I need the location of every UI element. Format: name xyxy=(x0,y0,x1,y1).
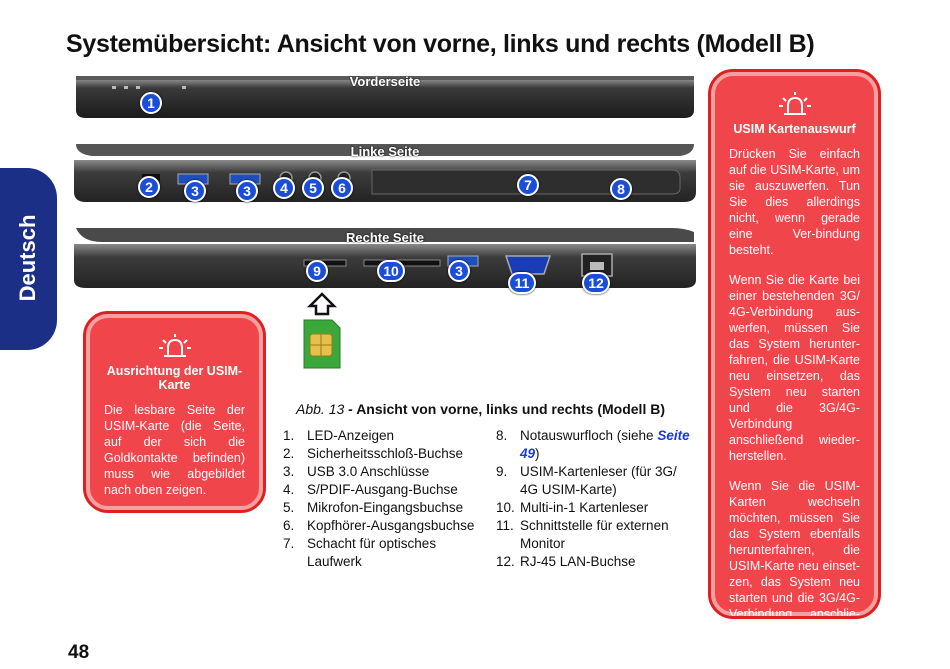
figure-number: Abb. 13 xyxy=(296,401,345,417)
list-item: 11. Schnittstelle für externen Monitor xyxy=(496,518,669,551)
usim-eject-paragraph-2: Wenn Sie die Karte bei einer bestehenden 3G/ 4G-Verbindung aus-werfen, müssen Sie das System herunter-fahren, die USIM-Karte neu einsetzen, das System neu starten und die 3G/4G-Verbindung anschließend wieder-herstellen. xyxy=(729,273,860,463)
left-side-label: Linke Seite xyxy=(350,144,420,159)
list-item: 9. USIM-Kartenleser (für 3G/ 4G USIM-Karte) xyxy=(496,464,677,497)
language-tab-label: Deutsch xyxy=(15,214,40,302)
right-side-photo xyxy=(72,224,698,292)
list-item: 1. LED-Anzeigen xyxy=(283,428,395,443)
front-view-photo xyxy=(72,72,698,122)
callout-10: 10 xyxy=(377,260,405,282)
list-item: 3. USB 3.0 Anschlüsse xyxy=(283,464,430,479)
page-title: Systemübersicht: Ansicht von vorne, links und rechts (Modell B) xyxy=(66,30,815,58)
list-item: 2. Sicherheitsschloß-Buchse xyxy=(283,446,464,461)
sim-card-illustration xyxy=(300,292,344,372)
usim-eject-paragraph-1: Drücken Sie einfach auf die USIM-Karte, um sie auszuwerfen. Tun Sie dies allerdings nicht, wenn gerade eine Ver-bindung besteht. xyxy=(729,147,860,257)
usim-orientation-text: Die lesbare Seite der USIM-Karte (die Seite, auf der sich die Goldkontakte befinden) muss wie abgebildet nach oben zeigen. xyxy=(104,403,245,497)
usim-orientation-heading: Ausrichtung der USIM-Karte xyxy=(106,364,243,392)
list-item: 5. Mikrofon-Eingangsbuchse xyxy=(283,500,464,515)
list-item: 4. S/PDIF-Ausgang-Buchse xyxy=(283,482,458,497)
page-49-link[interactable]: Seite 49 xyxy=(520,428,690,461)
right-side-label: Rechte Seite xyxy=(345,230,425,245)
component-list-right xyxy=(496,427,696,571)
callout-12: 12 xyxy=(582,272,610,294)
usim-eject-note xyxy=(711,72,878,637)
callout-3a: 3 xyxy=(184,180,206,202)
callout-7: 7 xyxy=(517,174,539,196)
list-item: 12. RJ-45 LAN-Buchse xyxy=(496,554,636,569)
callout-3c: 3 xyxy=(448,260,470,282)
figure-caption-text: - Ansicht von vorne, links und rechts (Modell B) xyxy=(344,401,666,417)
alarm-icon xyxy=(158,334,192,360)
left-side-photo xyxy=(72,140,698,206)
list-item: 10. Multi-in-1 Kartenleser xyxy=(496,500,649,515)
callout-2: 2 xyxy=(138,176,160,198)
alarm-icon xyxy=(778,92,812,118)
usim-eject-heading: USIM Kartenauswurf xyxy=(733,122,856,136)
figure-caption xyxy=(296,401,665,417)
callout-8: 8 xyxy=(610,178,632,200)
front-view-label: Vorderseite xyxy=(349,74,421,89)
component-list-left xyxy=(283,427,483,571)
list-item: 6. Kopfhörer-Ausgangsbuchse xyxy=(283,518,475,533)
list-item: 7. Schacht für optisches Laufwerk xyxy=(283,536,437,569)
page-number: 48 xyxy=(68,642,90,663)
usim-eject-paragraph-3: Wenn Sie die USIM-Karten wechseln möchten, müssen Sie das System ebenfalls herunterfahren, die USIM-Karte neu einset-zen, das System neu starten und die 3G/4G-Verbindung anschlie-ßend wiederherstellen. xyxy=(729,479,860,637)
callout-11: 11 xyxy=(508,272,536,294)
callout-5: 5 xyxy=(302,177,324,199)
callout-4: 4 xyxy=(273,177,295,199)
callout-3b: 3 xyxy=(236,180,258,202)
callout-9: 9 xyxy=(306,260,328,282)
list-item: 8. Notauswurfloch (siehe Seite 49) xyxy=(496,428,690,461)
callout-1: 1 xyxy=(140,92,162,114)
callout-6: 6 xyxy=(331,177,353,199)
usim-orientation-note xyxy=(86,314,263,510)
